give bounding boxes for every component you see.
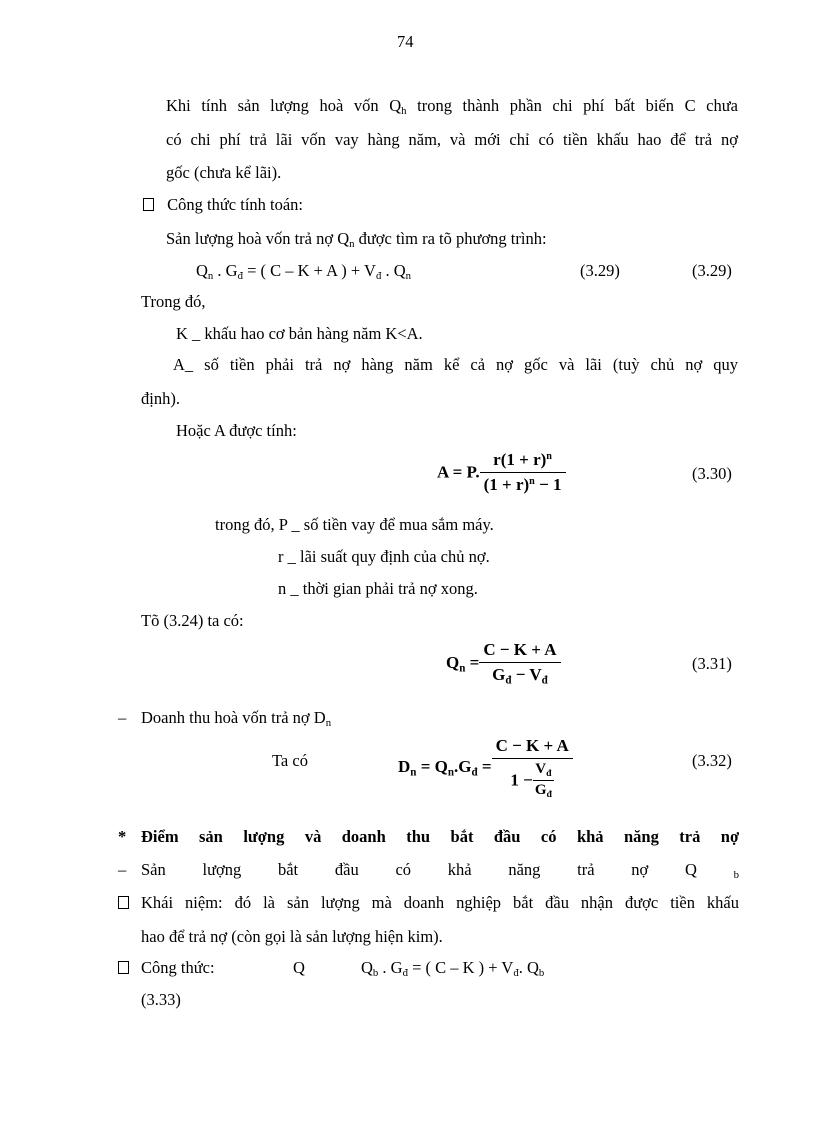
- breakeven-line: Sản lượng hoà vốn trả nợ $Q_n$ được tìm ra tõ phương trình:: [166, 229, 547, 251]
- equation-3-32: $D_n = Q_n.G_đ$ = C − K + A 1 − $\frac{V_đ}{G_đ}$: [398, 736, 573, 800]
- bullet-box-icon: [118, 896, 129, 909]
- where-n: n _ thời gian phải trả nợ xong.: [278, 579, 478, 598]
- formula-q: Q: [293, 958, 305, 977]
- output-dash: –: [118, 860, 127, 879]
- star-bullet: *: [118, 827, 127, 846]
- definition-a-line2: định).: [141, 389, 180, 408]
- inner-fraction-v-over-g: $\frac{V_đ}{G_đ}$: [534, 761, 552, 800]
- revenue-line: Doanh thu hoà vốn trả nợ $D_n$: [141, 708, 332, 730]
- from-3-24: Tõ (3.24) ta có:: [141, 611, 244, 630]
- where-label: Trong đó,: [141, 292, 206, 311]
- equation-number-3-31: (3.31): [692, 654, 732, 673]
- formula-label: Công thức:: [141, 958, 215, 977]
- equation-number-3-32: (3.32): [692, 751, 732, 770]
- heading-point-of-debt-repayment: Điểm sản lượng và doanh thu bắt đầu có khả năng trả nợ: [141, 827, 740, 846]
- bullet-box-icon: [118, 961, 129, 974]
- para1-line3: gốc (chưa kể lãi).: [166, 163, 282, 182]
- where-r: r _ lãi suất quy định của chủ nợ.: [278, 547, 490, 566]
- or-a-computed: Hoặc A được tính:: [176, 421, 297, 440]
- fraction-3-30: $\frac{r(1 + r)^n}{(1 + r)^n - 1}$: [480, 450, 566, 495]
- equation-3-33: $Q_b$ . $G_đ$ = ( C – K ) + $V_đ$. $Q_b$: [361, 958, 545, 980]
- formula-bullet: [118, 958, 129, 978]
- equation-number-3-29-a: (3.29): [580, 261, 620, 280]
- concept-line2: hao để trả nợ (còn gọi là sản lượng hiện kim).: [141, 927, 443, 946]
- where-p: trong đó, P _ số tiền vay để mua sắm máy.: [215, 515, 494, 534]
- concept-bullet: [118, 893, 129, 913]
- definition-k: K _ khấu hao cơ bản hàng năm K<A.: [176, 324, 423, 343]
- page-number: 74: [397, 32, 414, 51]
- formula-heading: Công thức tính toán:: [143, 195, 303, 215]
- equation-number-3-29-b: (3.29): [692, 261, 732, 280]
- bullet-box-icon: [143, 198, 154, 211]
- fraction-3-32: C − K + A 1 − $\frac{V_đ}{G_đ}$: [492, 736, 573, 800]
- equation-3-31: $Q_n$ = $\frac{C - K + A}{G_đ - V_đ}$: [446, 640, 561, 686]
- ta-co: Ta có: [272, 751, 308, 770]
- definition-a-line1: A_ số tiền phải trả nợ hàng năm kể cả nợ gốc và lãi (tuỳ chủ nợ quy: [173, 355, 738, 374]
- para1-line2: có chi phí trả lãi vốn vay hàng năm, và mới chỉ có tiền khấu hao để trả nợ: [166, 130, 738, 149]
- para1-line1: Khi tính sản lượng hoà vốn $Q_h$ trong thành phần chi phí bất biến C chưa: [166, 96, 739, 118]
- fraction-3-31: $\frac{C - K + A}{G_đ - V_đ}$: [479, 640, 560, 686]
- revenue-dash: –: [118, 708, 127, 727]
- output-start-repayment-line: Sản lượng bắt đầu có khả năng trả nợ Q $_b$: [141, 860, 740, 882]
- equation-number-3-33: (3.33): [141, 990, 181, 1009]
- equation-3-30: A = P. $\frac{r(1 + r)^n}{(1 + r)^n - 1}$: [437, 450, 566, 495]
- equation-number-3-30: (3.30): [692, 464, 732, 483]
- concept-line1: Khái niệm: đó là sản lượng mà doanh nghiệp bắt đầu nhận được tiền khấu: [141, 893, 739, 912]
- equation-3-29: $Q_n$ . $G_đ$ = ( C – K + A ) + $V_đ$ . $Q_n$: [196, 261, 411, 283]
